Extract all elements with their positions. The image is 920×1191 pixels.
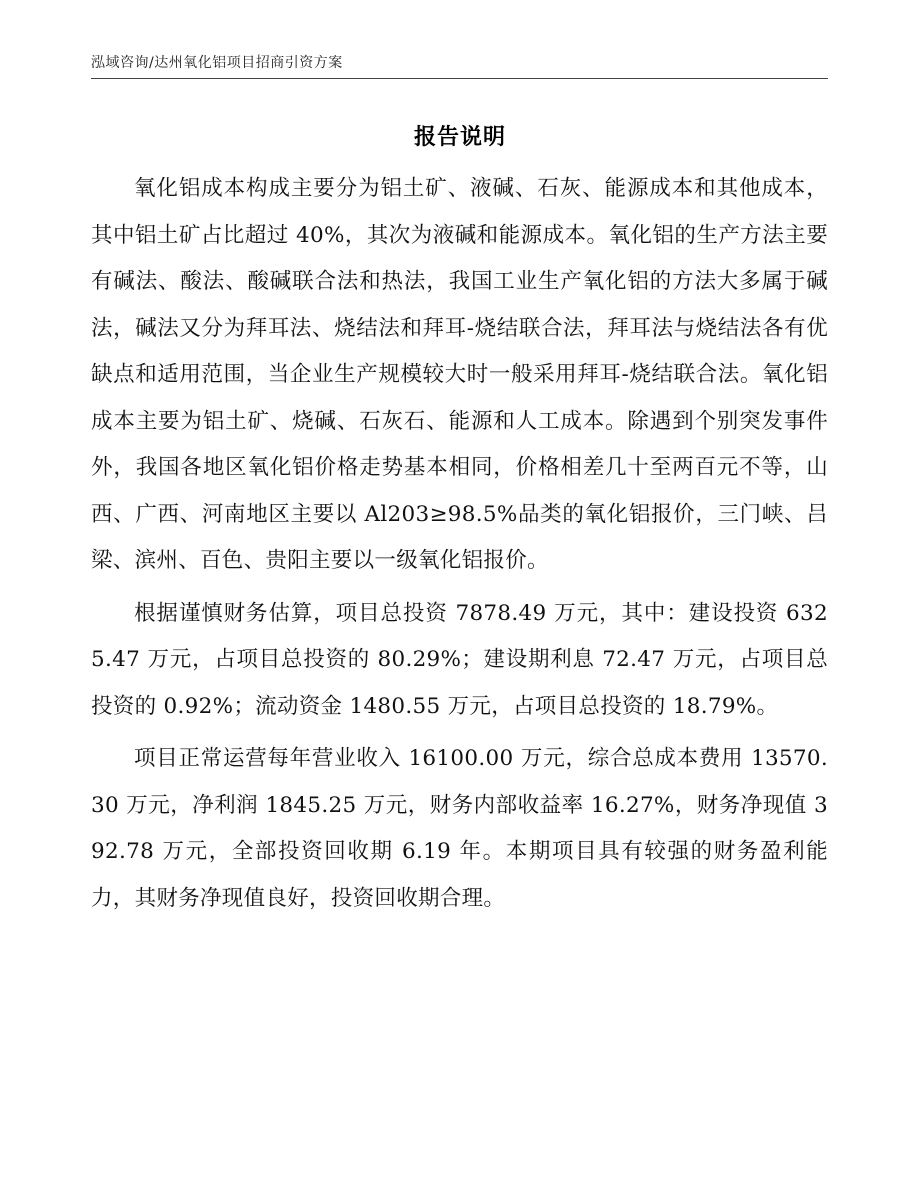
document-body (91, 166, 828, 928)
running-header: 泓域咨询/达州氧化铝项目招商引资方案 (91, 55, 343, 71)
document-title: 报告说明 (413, 125, 506, 150)
paragraph-financial-returns: 项目正常运营每年营业收入 16100.00 万元，综合总成本费用 13570.30 万元，净利润 1845.25 万元，财务内部收益率 16.27%，财务净现值 392.78 万元，全部投资回收期 6.19 年。本期项目具有较强的财务盈利能力，其财务净现值良好，投资回收期合理。 (91, 746, 828, 911)
paragraph-cost-structure: 氧化铝成本构成主要分为铝土矿、液碱、石灰、能源成本和其他成本，其中铝土矿占比超过 40%，其次为液碱和能源成本。氧化铝的生产方法主要有碱法、酸法、酸碱联合法和热法，我国工业生产氧化铝的方法大多属于碱法，碱法又分为拜耳法、烧结法和拜耳-烧结联合法，拜耳法与烧结法各有优缺点和适用范围，当企业生产规模较大时一般采用拜耳-烧结联合法。氧化铝成本主要为铝土矿、烧碱、石灰石、能源和人工成本。除遇到个别突发事件外，我国各地区氧化铝价格走势基本相同，价格相差几十至两百元不等，山西、广西、河南地区主要以 Al203≥98.5%品类的氧化铝报价，三门峡、吕梁、滨州、百色、贵阳主要以一级氧化铝报价。 (91, 176, 828, 573)
header-divider (91, 78, 828, 79)
paragraph-investment-estimate: 根据谨慎财务估算，项目总投资 7878.49 万元，其中：建设投资 6325.47 万元，占项目总投资的 80.29%；建设期利息 72.47 万元，占项目总投资的 0.92%；流动资金 1480.55 万元，占项目总投资的 18.79%。 (91, 600, 828, 719)
